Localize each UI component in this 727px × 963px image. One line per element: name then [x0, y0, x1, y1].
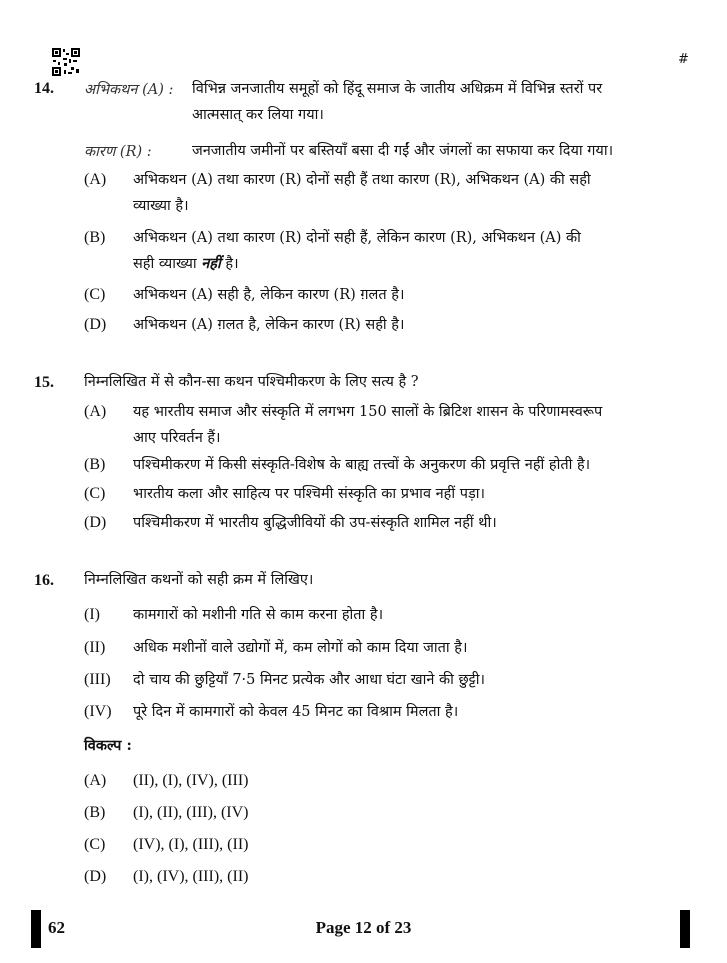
option-text: व्याख्या है।: [133, 198, 189, 214]
assertion-line: विभिन्न जनजातीय समूहों को हिंदू समाज के जातीय अधिक्रम में विभिन्न स्तरों पर: [192, 81, 603, 97]
choice-label: (B): [84, 804, 106, 821]
statement-text: कामगारों को मशीनी गति से काम करना होता है।: [133, 607, 384, 623]
choice-label: (D): [84, 868, 107, 885]
footer-code: 62: [48, 918, 65, 937]
option-label: (D): [84, 316, 107, 333]
choice-text: (II), (I), (IV), (III): [133, 772, 249, 789]
choice-text: (I), (IV), (III), (II): [133, 868, 249, 885]
option-text: भारतीय कला और साहित्य पर पश्चिमी संस्कृति का प्रभाव नहीं पड़ा।: [133, 486, 485, 502]
choice-label: (C): [84, 836, 106, 853]
qr-code: [52, 48, 80, 76]
page-number: Page 12 of 23: [315, 918, 412, 937]
statement-label: (II): [84, 639, 106, 656]
option-label: (A): [84, 171, 107, 188]
question-number: 14.: [34, 80, 54, 97]
statement-label: (IV): [84, 703, 112, 720]
choice-label: (A): [84, 772, 107, 789]
option-label: (B): [84, 229, 106, 246]
statement-text: पूरे दिन में कामगारों को केवल 45 मिनट का विश्राम मिलता है।: [133, 704, 459, 720]
statement-label: (III): [84, 671, 111, 688]
question-text: निम्नलिखित कथनों को सही क्रम में लिखिए।: [84, 572, 314, 588]
statement-label: (I): [84, 606, 100, 623]
option-text: अभिकथन (A) सही है, लेकिन कारण (R) ग़लत है।: [133, 287, 405, 303]
option-label: (B): [84, 456, 106, 473]
header-mark: #: [678, 52, 689, 67]
reason-label: कारण (R) :: [84, 144, 152, 160]
choice-text: (I), (II), (III), (IV): [133, 804, 249, 821]
option-text: पश्चिमीकरण में भारतीय बुद्धिजीवियों की उप-संस्कृति शामिल नहीं थी।: [133, 515, 497, 531]
option-text: यह भारतीय समाज और संस्कृति में लगभग 150 सालों के ब्रिटिश शासन के परिणामस्वरूप: [133, 404, 603, 420]
option-text: पश्चिमीकरण में किसी संस्कृति-विशेष के बाह्य तत्त्वों के अनुकरण की प्रवृत्ति नहीं होती है।: [133, 457, 591, 473]
question-number: 15.: [34, 374, 54, 391]
option-text: अभिकथन (A) तथा कारण (R) दोनों सही हैं तथा कारण (R), अभिकथन (A) की सही: [133, 172, 591, 188]
choices-heading: विकल्प :: [84, 737, 132, 754]
statement-text: अधिक मशीनों वाले उद्योगों में, कम लोगों को काम दिया जाता है।: [133, 640, 468, 656]
option-label: (A): [84, 403, 107, 420]
option-label: (D): [84, 514, 107, 531]
reason-text: जनजातीय जमीनों पर बस्तियाँ बसा दी गईं और जंगलों का सफाया कर दिया गया।: [192, 143, 614, 159]
assertion-label: अभिकथन (A) :: [84, 82, 174, 98]
option-text: अभिकथन (A) ग़लत है, लेकिन कारण (R) सही है।: [133, 317, 405, 333]
question-number: 16.: [34, 572, 54, 589]
emphasis-not: नहीं: [201, 255, 221, 272]
option-label: (C): [84, 286, 106, 303]
option-text: सही व्याख्या नहीं है।: [133, 255, 239, 272]
assertion-line: आत्मसात् कर लिया गया।: [192, 107, 324, 123]
statement-text: दो चाय की छुट्टियाँ 7·5 मिनट प्रत्येक और आधा घंटा खाने की छुट्टी।: [133, 672, 485, 688]
question-text: निम्नलिखित में से कौन-सा कथन पश्चिमीकरण के लिए सत्य है ?: [84, 374, 419, 390]
option-text: अभिकथन (A) तथा कारण (R) दोनों सही हैं, लेकिन कारण (R), अभिकथन (A) की: [133, 230, 581, 246]
choice-text: (IV), (I), (III), (II): [133, 836, 249, 853]
option-text: आए परिवर्तन हैं।: [133, 430, 221, 446]
option-label: (C): [84, 485, 106, 502]
